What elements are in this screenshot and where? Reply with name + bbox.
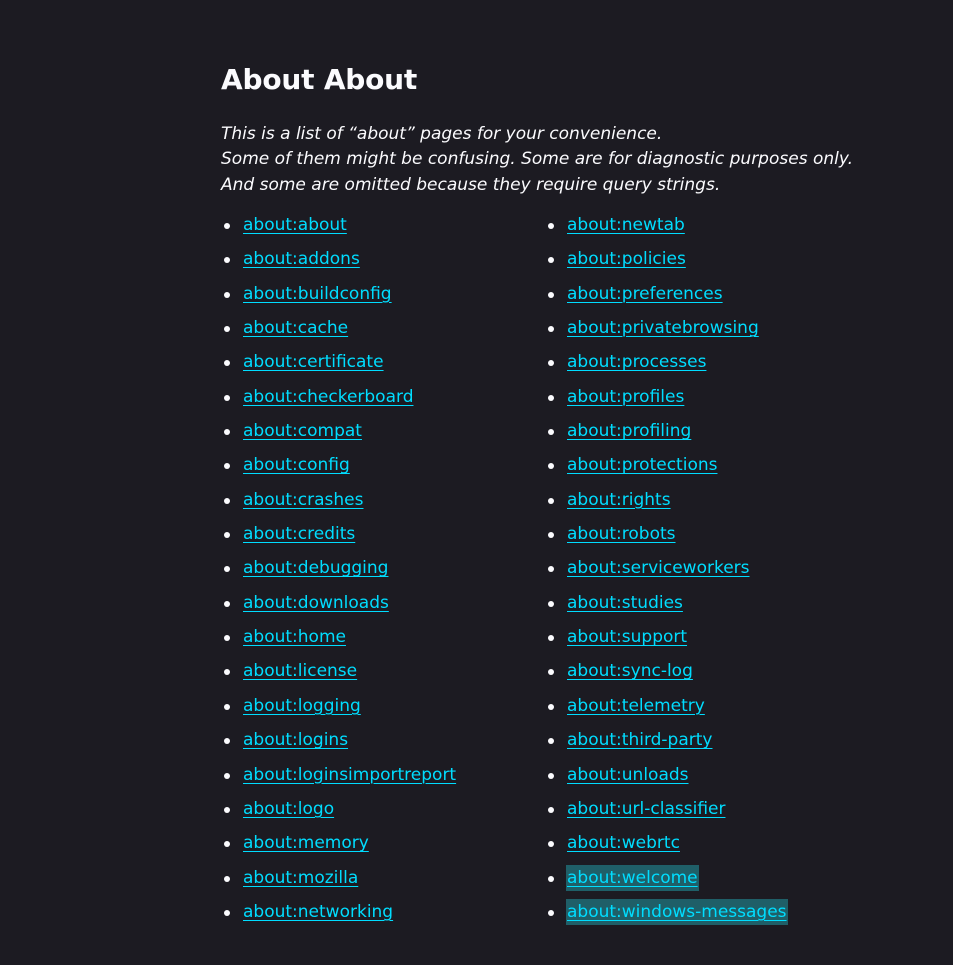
list-item — [242, 418, 457, 452]
bullet-icon — [548, 910, 554, 916]
links-column-left — [242, 212, 457, 933]
about-link-preferences[interactable]: about:preferences — [567, 283, 723, 304]
bullet-icon — [224, 292, 230, 298]
about-link-home[interactable]: about:home — [243, 627, 346, 648]
about-link-studies[interactable]: about:studies — [567, 592, 683, 613]
list-item — [242, 452, 457, 486]
about-link-policies[interactable]: about:policies — [567, 249, 686, 270]
bullet-icon — [224, 876, 230, 882]
about-link-debugging[interactable]: about:debugging — [243, 558, 389, 579]
about-link-downloads[interactable]: about:downloads — [243, 592, 389, 613]
list-item — [242, 349, 457, 383]
about-link-profiles[interactable]: about:profiles — [567, 386, 685, 407]
bullet-icon — [548, 669, 554, 675]
intro-line-2: Some of them might be confusing. Some are for diagnostic purposes only. — [221, 149, 853, 170]
bullet-icon — [548, 773, 554, 779]
bullet-icon — [224, 704, 230, 710]
bullet-icon — [224, 807, 230, 813]
about-link-networking[interactable]: about:networking — [243, 901, 394, 922]
list-item — [242, 315, 457, 349]
list-item — [566, 521, 788, 555]
about-link-config[interactable]: about:config — [243, 455, 350, 476]
list-item — [566, 384, 788, 418]
bullet-icon — [548, 498, 554, 504]
bullet-icon — [548, 395, 554, 401]
bullet-icon — [548, 601, 554, 607]
about-link-newtab[interactable]: about:newtab — [567, 215, 685, 235]
about-link-memory[interactable]: about:memory — [243, 833, 369, 854]
list-item — [242, 830, 457, 864]
list-item — [242, 487, 457, 521]
about-about-page — [221, 62, 861, 922]
bullet-icon — [224, 326, 230, 332]
list-item — [242, 590, 457, 624]
bullet-icon — [548, 463, 554, 469]
list-item — [242, 384, 457, 418]
list-item — [566, 418, 788, 452]
about-link-crashes[interactable]: about:crashes — [243, 489, 364, 510]
bullet-icon — [548, 807, 554, 813]
list-item — [566, 762, 788, 796]
bullet-icon — [548, 257, 554, 263]
bullet-icon — [224, 532, 230, 538]
bullet-icon — [224, 773, 230, 779]
intro-line-3: And some are omitted because they require query strings. — [221, 174, 721, 195]
bullet-icon — [224, 635, 230, 641]
bullet-icon — [548, 876, 554, 882]
list-item — [242, 246, 457, 280]
bullet-icon — [548, 429, 554, 435]
bullet-icon — [548, 326, 554, 332]
about-link-profiling[interactable]: about:profiling — [567, 421, 692, 442]
list-item — [566, 246, 788, 280]
list-item — [242, 727, 457, 761]
bullet-icon — [548, 223, 554, 229]
about-link-certificate[interactable]: about:certificate — [243, 352, 384, 373]
bullet-icon — [224, 601, 230, 607]
about-link-protections[interactable]: about:protections — [567, 455, 718, 476]
list-item — [566, 727, 788, 761]
list-item — [566, 899, 788, 933]
list-item — [242, 693, 457, 727]
list-item — [566, 693, 788, 727]
about-link-welcome[interactable]: about:welcome — [566, 865, 699, 891]
about-link-webrtc[interactable]: about:webrtc — [567, 833, 680, 854]
about-link-telemetry[interactable]: about:telemetry — [567, 695, 705, 716]
bullet-icon — [224, 566, 230, 572]
bullet-icon — [224, 738, 230, 744]
bullet-icon — [224, 223, 230, 229]
bullet-icon — [224, 498, 230, 504]
about-link-logins[interactable]: about:logins — [243, 730, 349, 751]
about-link-loginsimportreport[interactable]: about:loginsimportreport — [243, 764, 457, 785]
list-item — [242, 212, 457, 246]
about-link-license[interactable]: about:license — [243, 661, 358, 682]
list-item — [242, 281, 457, 315]
links-column-right — [566, 212, 788, 933]
about-link-logging[interactable]: about:logging — [243, 695, 361, 716]
list-item — [566, 590, 788, 624]
bullet-icon — [224, 463, 230, 469]
bullet-icon — [224, 429, 230, 435]
intro-text — [221, 122, 861, 198]
bullet-icon — [548, 292, 554, 298]
bullet-icon — [548, 704, 554, 710]
list-item — [242, 899, 457, 933]
list-item — [566, 830, 788, 864]
list-item — [242, 555, 457, 589]
bullet-icon — [224, 669, 230, 675]
about-link-addons[interactable]: about:addons — [243, 249, 360, 270]
list-item — [242, 624, 457, 658]
list-item — [566, 452, 788, 486]
about-link-checkerboard[interactable]: about:checkerboard — [243, 386, 414, 407]
bullet-icon — [224, 360, 230, 366]
about-link-processes[interactable]: about:processes — [567, 352, 707, 373]
bullet-icon — [224, 841, 230, 847]
about-link-about[interactable]: about:about — [243, 215, 347, 235]
list-item — [566, 624, 788, 658]
bullet-icon — [548, 360, 554, 366]
bullet-icon — [224, 257, 230, 263]
about-link-sync-log[interactable]: about:sync-log — [567, 661, 693, 682]
list-item — [242, 658, 457, 692]
bullet-icon — [548, 566, 554, 572]
about-link-robots[interactable]: about:robots — [567, 524, 676, 545]
about-link-buildconfig[interactable]: about:buildconfig — [243, 283, 392, 304]
about-link-privatebrowsing[interactable]: about:privatebrowsing — [567, 318, 759, 339]
about-link-logo[interactable]: about:logo — [243, 798, 335, 819]
bullet-icon — [548, 532, 554, 538]
list-item — [566, 865, 788, 899]
about-link-rights[interactable]: about:rights — [567, 489, 671, 510]
bullet-icon — [548, 635, 554, 641]
about-link-support[interactable]: about:support — [567, 627, 688, 648]
intro-line-1: This is a list of “about” pages for your convenience. — [221, 124, 663, 144]
list-item — [566, 349, 788, 383]
list-item — [566, 487, 788, 521]
page-title: About About — [221, 63, 418, 96]
about-link-windows-messages[interactable]: about:windows-messages — [566, 899, 788, 925]
list-item — [242, 865, 457, 899]
list-item — [566, 212, 788, 246]
bullet-icon — [224, 395, 230, 401]
bullet-icon — [548, 738, 554, 744]
list-item — [566, 315, 788, 349]
list-item — [242, 796, 457, 830]
about-link-compat[interactable]: about:compat — [243, 421, 362, 442]
list-item — [242, 521, 457, 555]
about-link-cache[interactable]: about:cache — [243, 318, 349, 339]
about-link-serviceworkers[interactable]: about:serviceworkers — [567, 558, 750, 579]
list-item — [566, 796, 788, 830]
about-link-unloads[interactable]: about:unloads — [567, 764, 689, 785]
about-link-credits[interactable]: about:credits — [243, 524, 356, 545]
list-item — [566, 281, 788, 315]
list-item — [566, 658, 788, 692]
about-link-url-classifier[interactable]: about:url-classifier — [567, 798, 726, 819]
list-item — [242, 762, 457, 796]
bullet-icon — [224, 910, 230, 916]
bullet-icon — [548, 841, 554, 847]
about-link-third-party[interactable]: about:third-party — [567, 730, 713, 751]
list-item — [566, 555, 788, 589]
about-link-mozilla[interactable]: about:mozilla — [243, 867, 359, 888]
